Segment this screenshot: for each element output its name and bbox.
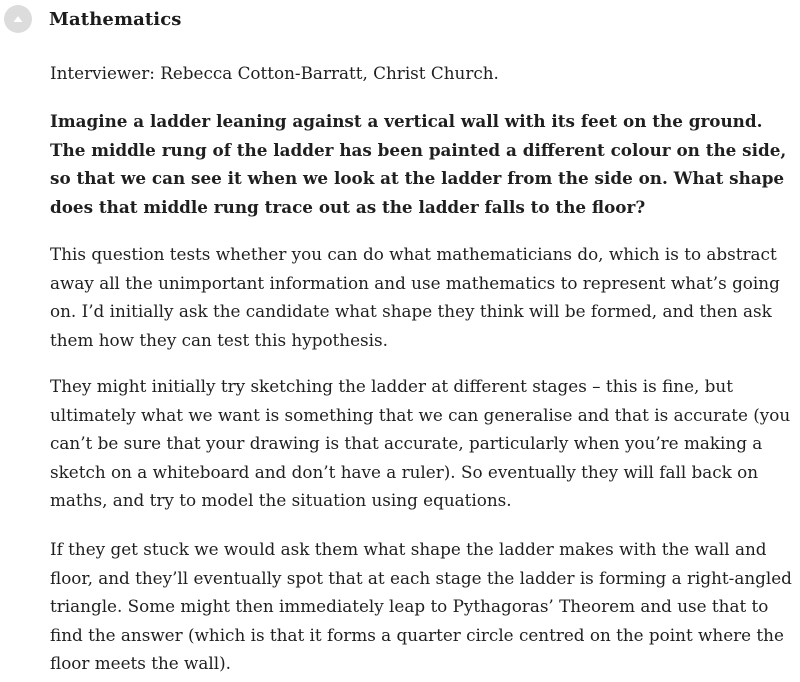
chevron-up-icon	[12, 14, 24, 24]
interview-question: Imagine a ladder leaning against a vertical wall with its feet on the ground. The middle rung of the ladder has been painted a different colour on the side, so that we can see it when we look at the ladder from the side on. What shape does that middle rung trace out as the ladder falls to the floor?	[50, 111, 787, 217]
body-paragraph: If they get stuck we would ask them what shape the ladder makes with the wall and floor, and they’ll eventually spot that at each stage the ladder is forming a right-angled triangle. Some might then immediately leap to Pythagoras’ Theorem and use that to find the answer (which is that it forms a quarter circle centred on the point where the floor meets the wall).	[50, 539, 792, 673]
body-paragraph: They might initially try sketching the ladder at different stages – this is fine, but ultimately what we want is something that we can generalise and that is accurate (you can’t be sure that your drawing is that accurate, particularly when you’re making a sketch on a whiteboard and don’t have a ruler). So eventually they will fall back on maths, and try to model the situation using equations.	[50, 376, 791, 510]
section-title: Mathematics	[49, 8, 182, 30]
body-paragraph: This question tests whether you can do what mathematicians do, which is to abstract away all the unimportant information and use mathematics to represent what’s going on. I’d initially ask the candidate what shape they think will be formed, and then ask them how they can test this hypothesis.	[50, 244, 780, 350]
collapse-toggle-button[interactable]	[4, 5, 32, 33]
interviewer-line: Interviewer: Rebecca Cotton-Barratt, Christ Church.	[50, 63, 499, 83]
section-header[interactable]	[0, 4, 182, 34]
